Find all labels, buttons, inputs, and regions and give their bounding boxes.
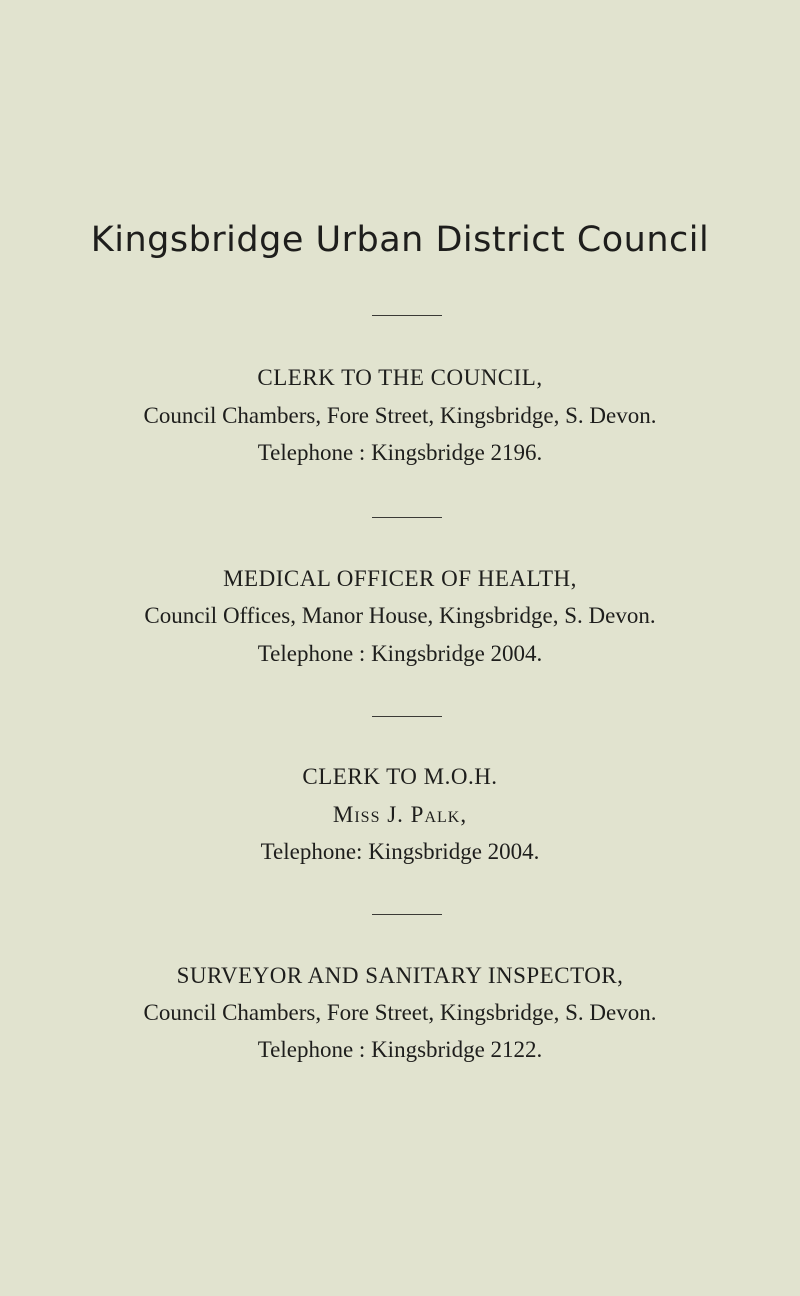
clerk-council-address: Council Chambers, Fore Street, Kingsbridge, S. Devon. xyxy=(143,403,657,428)
medical-officer-telephone: Telephone : Kingsbridge 2004. xyxy=(257,641,543,666)
divider xyxy=(372,517,442,518)
clerk-moh-telephone: Telephone: Kingsbridge 2004. xyxy=(260,839,540,864)
divider xyxy=(372,914,442,915)
clerk-council-telephone: Telephone : Kingsbridge 2196. xyxy=(257,440,543,465)
clerk-moh-heading: CLERK TO M.O.H. xyxy=(302,764,498,789)
clerk-moh-name: Miss J. Palk, xyxy=(332,802,468,827)
divider xyxy=(372,315,442,316)
medical-officer-heading: MEDICAL OFFICER OF HEALTH, xyxy=(223,566,577,591)
surveyor-telephone: Telephone : Kingsbridge 2122. xyxy=(257,1037,543,1062)
medical-officer-address: Council Offices, Manor House, Kingsbridge, S. Devon. xyxy=(144,603,656,628)
page-title: Kingsbridge Urban District Council xyxy=(90,220,710,260)
surveyor-heading: SURVEYOR AND SANITARY INSPECTOR, xyxy=(176,963,624,988)
clerk-council-heading: CLERK TO THE COUNCIL, xyxy=(257,365,543,390)
divider xyxy=(372,716,442,717)
surveyor-address: Council Chambers, Fore Street, Kingsbridge, S. Devon. xyxy=(143,1000,657,1025)
